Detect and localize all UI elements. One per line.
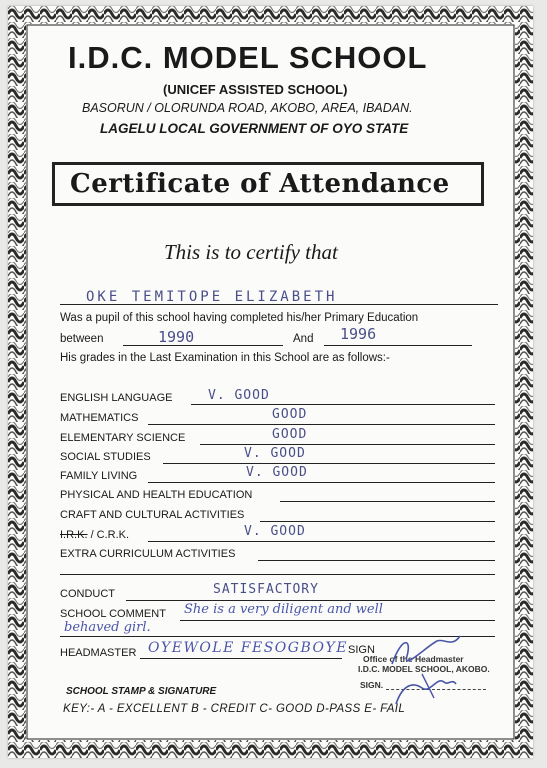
school-subtitle: (UNICEF ASSISTED SCHOOL) <box>163 82 348 97</box>
start-year-line <box>123 345 283 346</box>
line-elementary-science <box>200 444 495 445</box>
grade-elementary-science: GOOD <box>272 427 308 442</box>
subject-phe: PHYSICAL AND HEALTH EDUCATION <box>60 489 253 501</box>
subject-social-studies: SOCIAL STUDIES <box>60 451 151 463</box>
crk-label: / C.R.K. <box>87 529 130 541</box>
line-mathematics <box>148 424 495 425</box>
headmaster-label: HEADMASTER <box>60 647 137 659</box>
grade-key: KEY:- A - EXCELLENT B - CREDIT C- GOOD D-PASS E- FAIL <box>63 703 406 715</box>
line-comment <box>180 620 495 621</box>
grade-family-living: V. GOOD <box>246 465 308 480</box>
pupil-statement: Was a pupil of this school having completed his/her Primary Education <box>60 312 419 324</box>
conduct-label: CONDUCT <box>60 588 115 600</box>
school-lga: LAGELU LOCAL GOVERNMENT OF OYO STATE <box>100 121 409 136</box>
start-year: 1990 <box>158 328 195 346</box>
line-conduct <box>126 600 495 601</box>
subject-family-living: FAMILY LIVING <box>60 470 138 482</box>
grade-crk: V. GOOD <box>244 524 306 539</box>
comment-line-2: behaved girl. <box>64 620 151 635</box>
subject-elementary-science: ELEMENTARY SCIENCE <box>60 432 186 444</box>
comment-line-1: She is a very diligent and well <box>184 602 383 617</box>
grades-intro: His grades in the Last Examination in this School are as follows:- <box>60 352 390 364</box>
student-name: OKE TEMITOPE ELIZABETH <box>86 289 338 305</box>
line-craft <box>260 521 495 522</box>
irk-struck: I.R.K. <box>60 529 88 541</box>
line-headmaster <box>140 658 342 659</box>
line-english <box>191 404 495 405</box>
comment-label: SCHOOL COMMENT <box>60 608 166 620</box>
subject-irk-crk <box>60 529 129 541</box>
name-underline <box>60 304 498 305</box>
conduct-value: SATISFACTORY <box>213 582 319 597</box>
line-extra <box>258 560 495 561</box>
grade-english: V. GOOD <box>208 388 270 403</box>
end-year: 1996 <box>340 325 377 343</box>
office-stamp-2: I.D.C. MODEL SCHOOL, AKOBO. <box>358 664 490 674</box>
office-stamp-1: Office of the Headmaster <box>363 654 464 664</box>
line-crk <box>148 541 495 542</box>
line-family-living <box>148 482 495 483</box>
stamp-signature-label: SCHOOL STAMP & SIGNATURE <box>66 686 217 697</box>
subject-craft: CRAFT AND CULTURAL ACTIVITIES <box>60 509 245 521</box>
subject-english: ENGLISH LANGUAGE <box>60 392 173 404</box>
headmaster-name: OYEWOLE FESOGBOYE <box>148 640 348 656</box>
subject-mathematics: MATHEMATICS <box>60 412 139 424</box>
certificate-title: Certificate of Attendance <box>70 169 450 199</box>
office-stamp-sign: SIGN. <box>360 680 384 690</box>
and-label: And <box>293 333 314 345</box>
certificate-sheet <box>8 6 533 758</box>
between-label: between <box>60 333 104 345</box>
line-phe <box>280 501 495 502</box>
certify-line: This is to certify that <box>164 240 338 264</box>
grade-mathematics: GOOD <box>272 407 308 422</box>
line-extra-2 <box>60 574 495 575</box>
school-name: I.D.C. MODEL SCHOOL <box>68 40 428 75</box>
grade-social-studies: V. GOOD <box>244 446 306 461</box>
sign-label: SIGN <box>348 644 375 656</box>
line-social-studies <box>163 463 495 464</box>
subject-extra-curriculum: EXTRA CURRICULUM ACTIVITIES <box>60 548 236 560</box>
headmaster-signature <box>382 626 472 706</box>
school-address: BASORUN / OLORUNDA ROAD, AKOBO, AREA, IBADAN. <box>82 101 413 115</box>
end-year-line <box>324 345 472 346</box>
